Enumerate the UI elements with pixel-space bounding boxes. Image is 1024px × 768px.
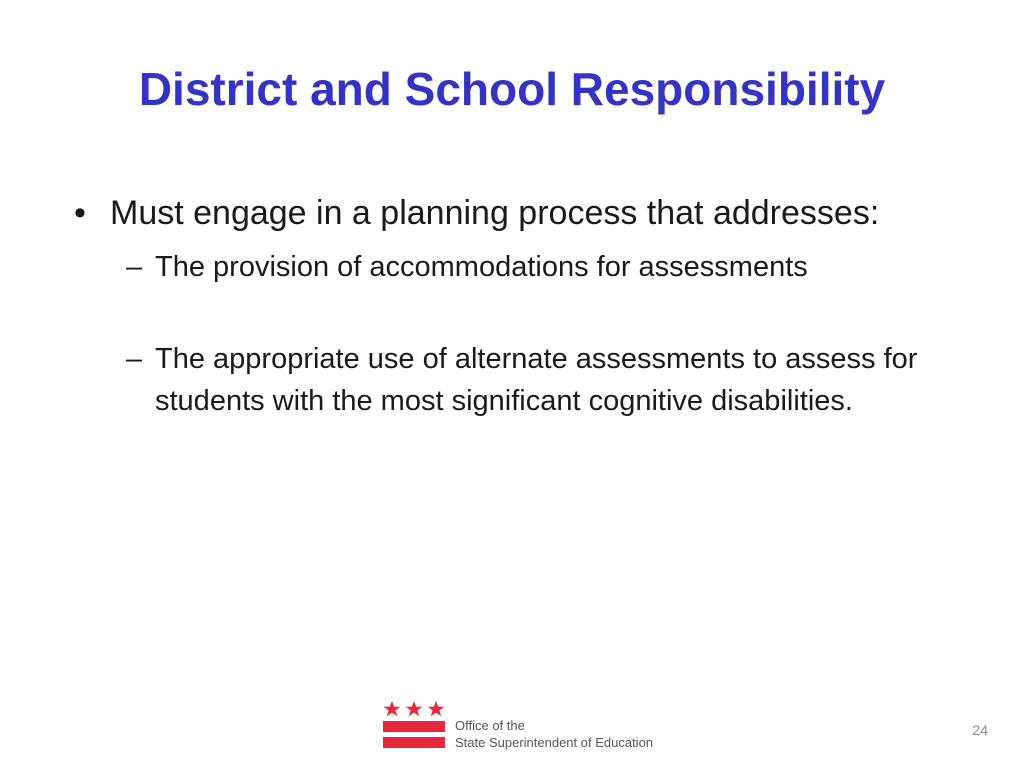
dc-flag-icon	[383, 700, 445, 752]
osse-logo	[383, 700, 683, 756]
sub-item-text: The provision of accommodations for assessments	[155, 251, 808, 283]
sub-item-text: The appropriate use of alternate assessments to assess for students with the most significant cognitive disabilities.	[155, 343, 918, 417]
sub-item-alternate-assessments	[70, 338, 990, 422]
bullet-text: Must engage in a planning process that addresses:	[110, 194, 880, 232]
slide-content	[70, 190, 990, 422]
sub-item-accommodations	[70, 246, 990, 288]
bullet-marker: •	[74, 194, 86, 232]
slide-title: District and School Responsibility	[138, 63, 886, 115]
logo-text	[455, 717, 653, 751]
sub-item-marker: –	[126, 251, 143, 283]
page-number: 24	[972, 722, 988, 738]
sub-item-marker: –	[126, 343, 143, 375]
bullet-item	[70, 190, 990, 236]
logo-line-1: Office of the	[455, 718, 525, 733]
logo-line-2: State Superintendent of Education	[455, 735, 654, 750]
